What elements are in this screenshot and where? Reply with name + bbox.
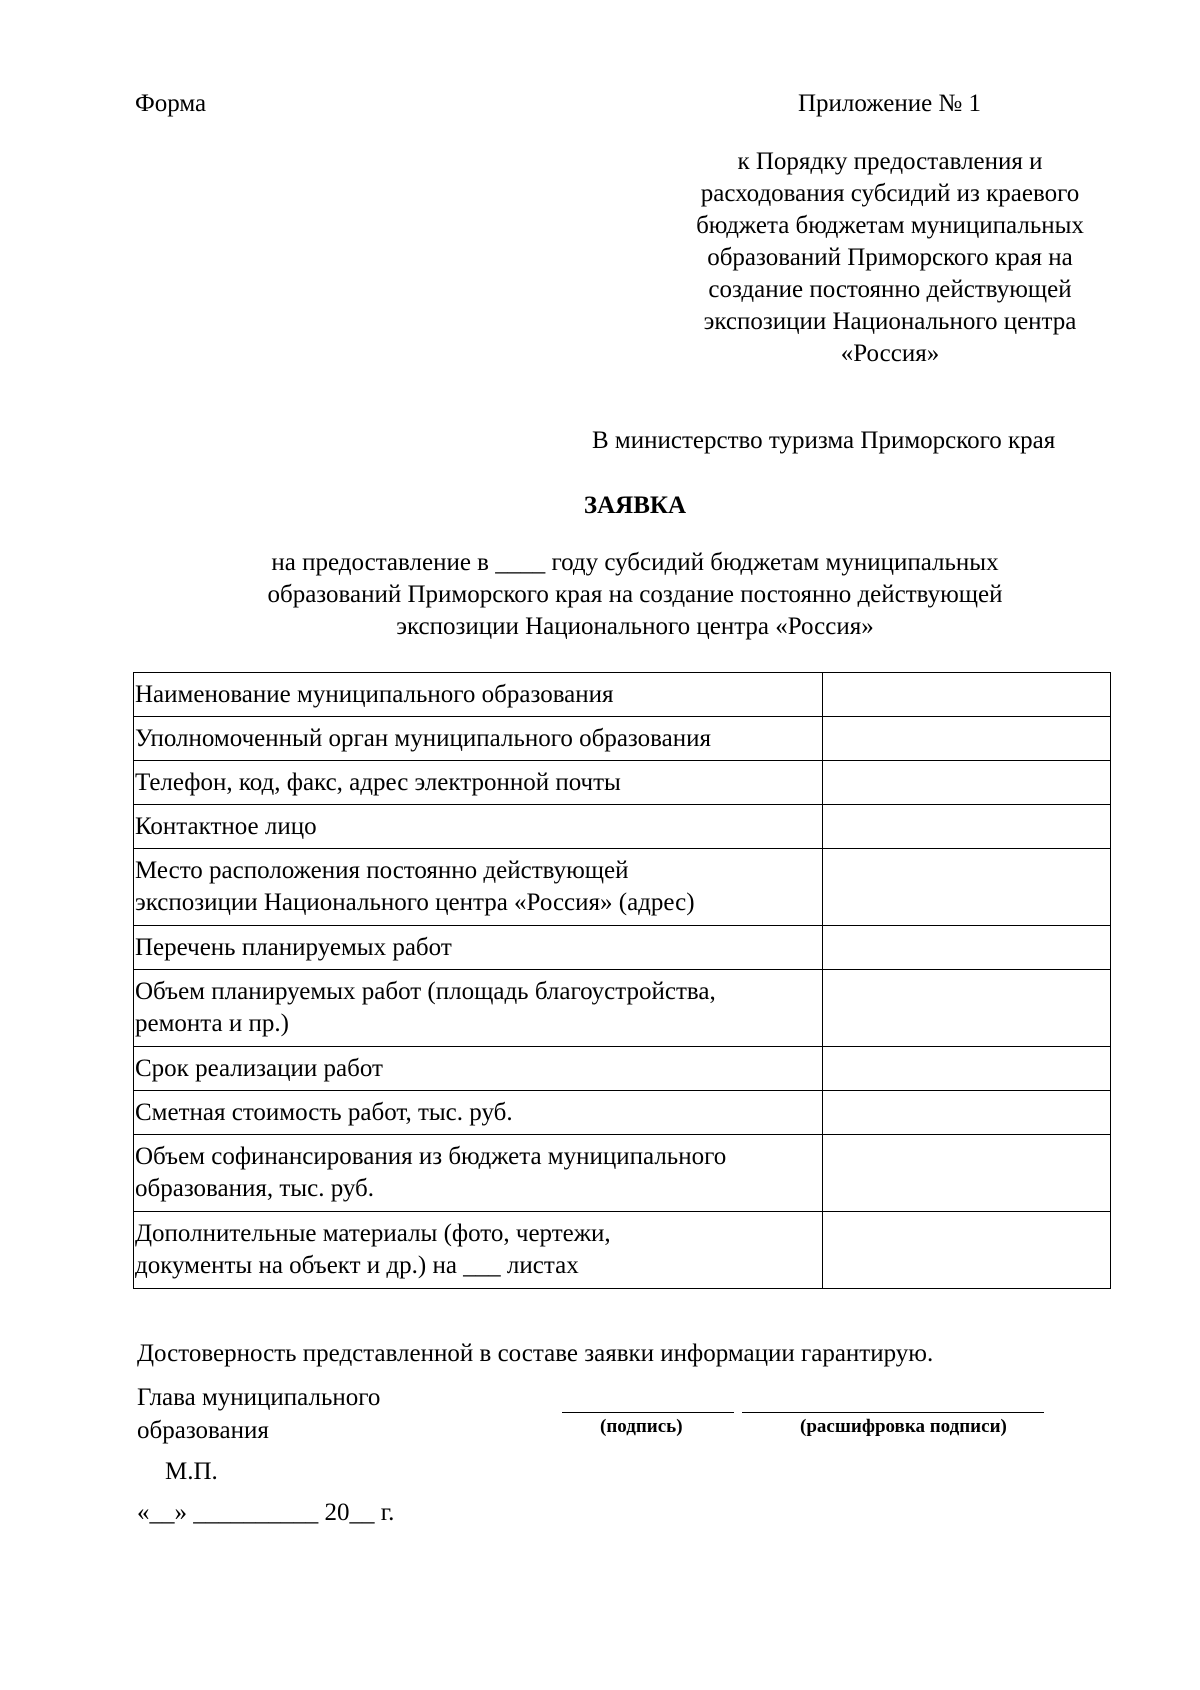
row-label: Дополнительные материалы (фото, чертежи, документы на объект и др.) на ___ листах xyxy=(134,1212,823,1289)
table-row xyxy=(134,849,1111,926)
row-label: Срок реализации работ xyxy=(134,1047,823,1091)
row-value-field[interactable] xyxy=(822,1047,1110,1091)
subtitle-line: образований Приморского края на создание постоянно действующей xyxy=(267,581,1003,608)
row-value-field[interactable] xyxy=(822,970,1110,1047)
table-row xyxy=(134,673,1111,717)
stamp-place-label: М.П. xyxy=(165,1458,218,1485)
row-value-field[interactable] xyxy=(822,1135,1110,1212)
table-row xyxy=(134,1091,1111,1135)
order-line: «Россия» xyxy=(840,340,940,367)
row-value-field[interactable] xyxy=(822,849,1110,926)
row-label: Объем софинансирования из бюджета муниципального образования, тыс. руб. xyxy=(134,1135,823,1212)
appendix-reference xyxy=(640,146,1140,370)
form-label: Форма xyxy=(135,90,207,117)
row-label: Перечень планируемых работ xyxy=(134,926,823,970)
document-title: ЗАЯВКА xyxy=(583,492,687,519)
signature-decode-line[interactable] xyxy=(742,1412,1044,1413)
order-line: расходования субсидий из краевого xyxy=(700,180,1080,207)
row-value-field[interactable] xyxy=(822,1091,1110,1135)
guarantee-statement: Достоверность представленной в составе заявки информации гарантирую. xyxy=(137,1340,934,1367)
order-line: экспозиции Национального центра xyxy=(703,308,1077,335)
application-table xyxy=(133,672,1111,1289)
table-row xyxy=(134,761,1111,805)
signature-line[interactable] xyxy=(562,1412,734,1413)
head-of-municipality-label xyxy=(137,1381,380,1447)
row-label: Объем планируемых работ (площадь благоустройства, ремонта и пр.) xyxy=(134,970,823,1047)
table-row xyxy=(134,717,1111,761)
table-row xyxy=(134,1047,1111,1091)
signature-caption: (подпись) xyxy=(600,1416,683,1437)
row-value-field[interactable] xyxy=(822,717,1110,761)
order-line: бюджета бюджетам муниципальных xyxy=(696,212,1084,239)
subtitle-line: на предоставление в ____ году субсидий бюджетам муниципальных xyxy=(271,549,999,576)
document-subtitle xyxy=(140,547,1130,643)
date-line: «__» __________ 20__ г. xyxy=(137,1499,395,1526)
row-value-field[interactable] xyxy=(822,926,1110,970)
table-row xyxy=(134,1212,1111,1289)
head-label-line: образования xyxy=(137,1417,269,1444)
table-row xyxy=(134,1135,1111,1212)
row-value-field[interactable] xyxy=(822,1212,1110,1289)
row-label: Наименование муниципального образования xyxy=(134,673,823,717)
row-label: Место расположения постоянно действующей экспозиции Национального центра «Россия» (адрес) xyxy=(134,849,823,926)
order-line: создание постоянно действующей xyxy=(708,276,1072,303)
signature-decode-caption: (расшифровка подписи) xyxy=(800,1416,1007,1437)
appendix-number: Приложение № 1 xyxy=(798,90,982,117)
table-row xyxy=(134,970,1111,1047)
table-row xyxy=(134,805,1111,849)
order-line: к Порядку предоставления и xyxy=(737,148,1043,175)
row-label: Уполномоченный орган муниципального образования xyxy=(134,717,823,761)
row-value-field[interactable] xyxy=(822,673,1110,717)
subtitle-line: экспозиции Национального центра «Россия» xyxy=(396,613,874,640)
recipient-line: В министерство туризма Приморского края xyxy=(592,427,1056,454)
row-value-field[interactable] xyxy=(822,761,1110,805)
order-line: образований Приморского края на xyxy=(707,244,1073,271)
row-label: Контактное лицо xyxy=(134,805,823,849)
row-value-field[interactable] xyxy=(822,805,1110,849)
head-label-line: Глава муниципального xyxy=(137,1384,381,1411)
row-label: Телефон, код, факс, адрес электронной почты xyxy=(134,761,823,805)
row-label: Сметная стоимость работ, тыс. руб. xyxy=(134,1091,823,1135)
table-row xyxy=(134,926,1111,970)
